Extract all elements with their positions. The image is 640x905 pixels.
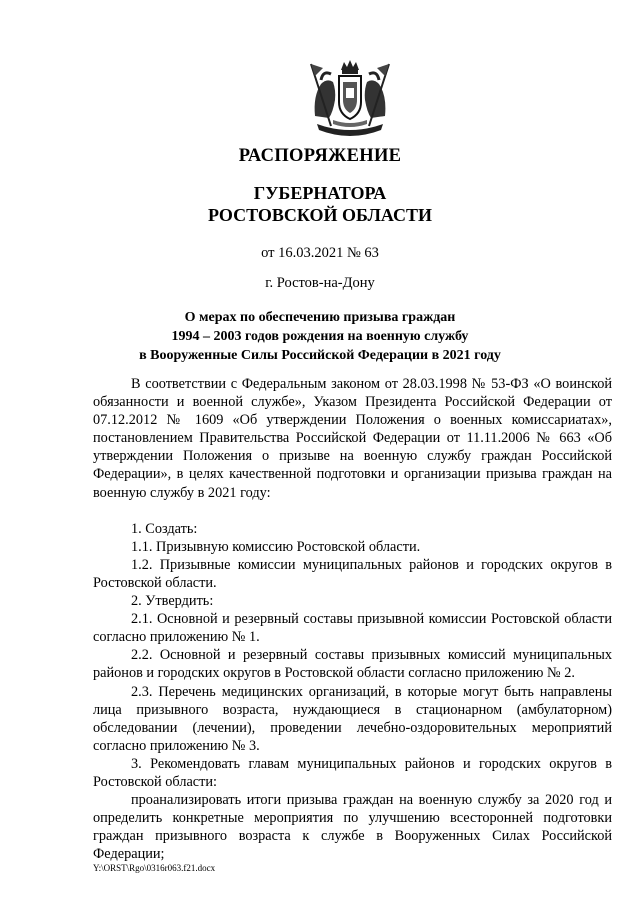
city-line: г. Ростов-на-Дону bbox=[265, 275, 375, 291]
clause-paragraph: проанализировать итоги призыва граждан на военную службу за 2020 год и определить конкретные мероприятия по улучшению всесторонней подготовки граждан призывного возраста к службе в Вооруженных Силах Российской Федерации; bbox=[93, 792, 612, 863]
clause-paragraph: 1.1. Призывную комиссию Ростовской области. bbox=[131, 538, 421, 555]
issuer-line: ГУБЕРНАТОРА bbox=[253, 183, 387, 203]
clause-paragraph: 2.2. Основной и резервный составы призывных комиссий муниципальных районов и городских округов в Ростовской области согласно приложению № 2. bbox=[93, 647, 612, 682]
subject-line: в Вооруженные Силы Российской Федерации в 2021 году bbox=[139, 348, 501, 363]
file-path-footer: Y:\ORST\Rgo\0316r063.f21.docx bbox=[93, 863, 216, 873]
clause-paragraph: 1. Создать: bbox=[131, 520, 198, 537]
document-body bbox=[93, 375, 612, 863]
coat-of-arms-emblem bbox=[303, 56, 397, 142]
issuer-line: РОСТОВСКОЙ ОБЛАСТИ bbox=[208, 205, 432, 225]
clause-paragraph: 2. Утвердить: bbox=[131, 593, 214, 610]
clause-paragraph: 2.3. Перечень медицинских организаций, в которые могут быть направлены лица призывного возраста, нуждающиеся в стационарном (амбулаторном) обследовании (лечении), проведении лечебно-оздоровительных мероприятий согласно приложению № 3. bbox=[93, 683, 612, 754]
subject-heading bbox=[0, 308, 640, 365]
clause-paragraph: 3. Рекомендовать главам муниципальных районов и городских округов в Ростовской области: bbox=[93, 755, 612, 790]
preamble-paragraph: В соответствии с Федеральным законом от 28.03.1998 № 53-ФЗ «О воинской обязанности и военной службе», Указом Президента Российской Федерации от 07.12.2012 № 1609 «Об утверждении Положения о военных комиссариатах», постановлением Правительства Российской Федерации от 11.11.2006 № 663 «Об утверждении Положения о призыве на военную службу граждан Российской Федерации», в целях качественной подготовки и организации призыва граждан на военную службу в 2021 году: bbox=[93, 376, 612, 501]
date-number: от 16.03.2021 № 63 bbox=[261, 245, 379, 261]
subject-line: О мерах по обеспечению призыва граждан bbox=[184, 310, 456, 325]
issuer-block bbox=[0, 182, 640, 226]
clause-paragraph: 2.1. Основной и резервный составы призывной комиссии Ростовской области согласно приложению № 1. bbox=[93, 611, 612, 646]
clause-paragraph: 1.2. Призывные комиссии муниципальных районов и городских округов в Ростовской области. bbox=[93, 556, 612, 591]
subject-line: 1994 – 2003 годов рождения на военную службу bbox=[171, 329, 469, 344]
document-title: РАСПОРЯЖЕНИЕ bbox=[238, 146, 402, 166]
